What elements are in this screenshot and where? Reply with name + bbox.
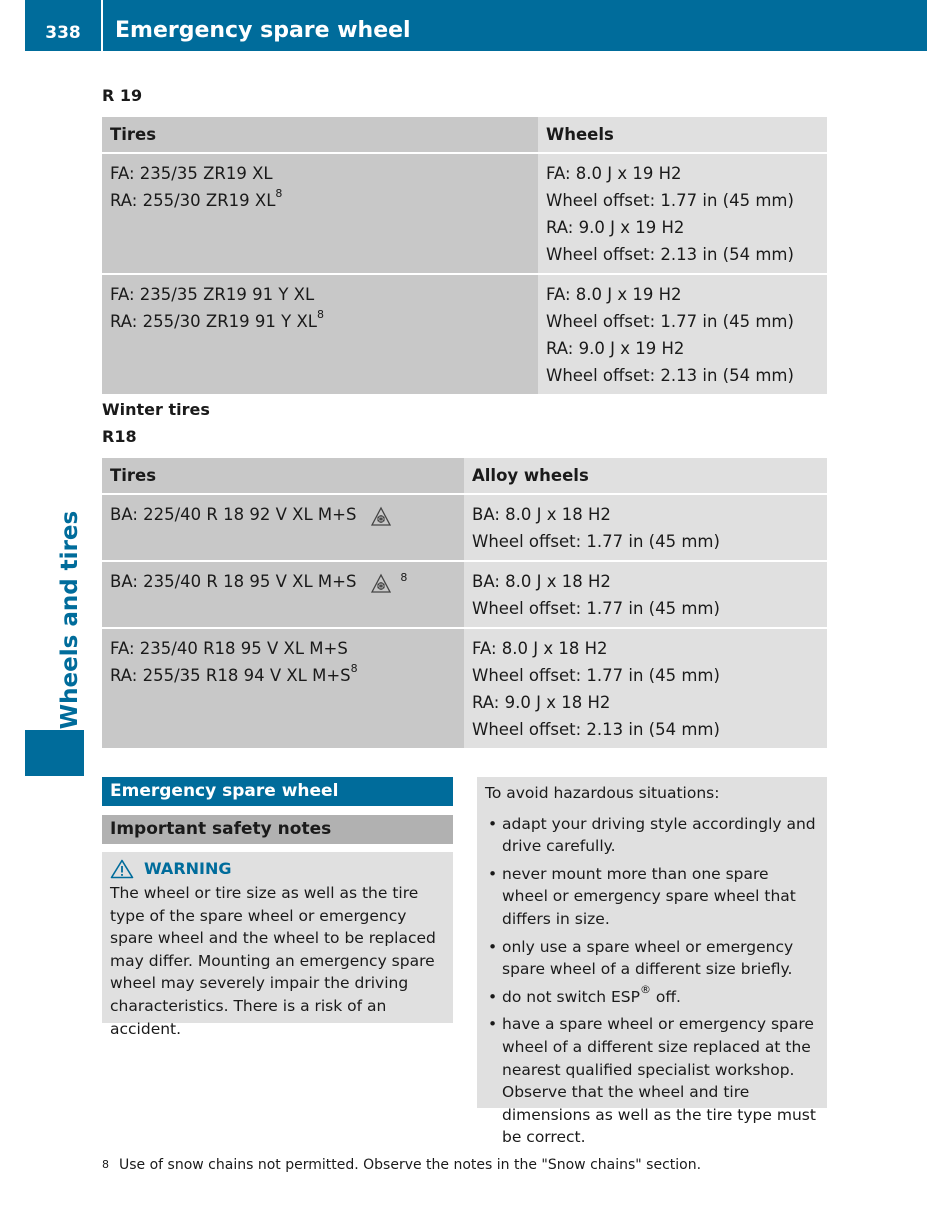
list-item: • only use a spare wheel or emergency spare wheel of a different size briefly. (485, 936, 819, 981)
wheel-spec: BA: 8.0 J x 18 H2 (472, 572, 611, 591)
wheel-spec: Wheel offset: 1.77 in (45 mm) (472, 599, 720, 618)
footnote-ref: 8 (400, 571, 408, 584)
warning-text: The wheel or tire size as well as the tire type of the spare wheel or emergency spare wheel and the wheel to be replaced may differ. Mounting an emergency spare wheel may severely impair the driving characteristics. There is a risk of an accident. (110, 884, 436, 1038)
footnote-ref: 8 (350, 661, 358, 675)
side-tab-marker (25, 730, 84, 776)
tires-cell (102, 494, 464, 561)
hazard-instructions-box (477, 777, 827, 1147)
esp-text: do not switch ESP (502, 987, 640, 1006)
footnote-ref: 8 (316, 307, 324, 321)
column-header: Tires (102, 458, 464, 494)
list-item: • have a spare wheel or emergency spare wheel of a different size replaced at the nearest qualified specialist workshop. Observe that the wheel and tire dimensions as well as the tire type must be correct. (485, 1013, 819, 1149)
warning-header (110, 856, 445, 882)
warning-triangle-icon (110, 859, 134, 879)
tire-spec: RA: 255/30 ZR19 91 Y XL (110, 312, 317, 331)
tire-spec: FA: 235/40 R18 95 V XL M+S (110, 639, 348, 658)
page-number: 338 (25, 0, 103, 51)
registered-mark: ® (639, 982, 651, 996)
tires-cell (102, 274, 538, 394)
tire-spec: RA: 255/30 ZR19 XL (110, 191, 276, 210)
list-item: • never mount more than one spare wheel or emergency spare wheel that differs in size. (485, 863, 819, 931)
table-row (102, 628, 827, 748)
wheel-spec: Wheel offset: 1.77 in (45 mm) (472, 666, 720, 685)
footnote-text: Use of snow chains not permitted. Observe the notes in the "Snow chains" section. (119, 1157, 702, 1173)
table-row (102, 274, 827, 394)
footnote (102, 1157, 701, 1173)
table-header-row (102, 458, 827, 494)
r19-table (102, 117, 827, 394)
list-item (485, 982, 819, 1009)
column-header: Alloy wheels (464, 458, 827, 494)
wheel-spec: Wheel offset: 2.13 in (54 mm) (472, 720, 720, 739)
page-header (25, 0, 927, 51)
wheel-spec: FA: 8.0 J x 19 H2 (546, 285, 682, 304)
column-header: Wheels (538, 117, 827, 153)
wheel-spec: FA: 8.0 J x 18 H2 (472, 639, 608, 658)
wheel-spec: BA: 8.0 J x 18 H2 (472, 505, 611, 524)
wheels-cell (464, 561, 827, 628)
subsection-title: Important safety notes (102, 815, 453, 844)
wheels-cell (464, 628, 827, 748)
snowflake-mountain-icon (370, 505, 392, 527)
list-item: • adapt your driving style accordingly and drive carefully. (485, 813, 819, 858)
tire-spec: FA: 235/35 ZR19 91 Y XL (110, 285, 315, 304)
tire-spec: RA: 255/35 R18 94 V XL M+S (110, 666, 351, 685)
table-row (102, 494, 827, 561)
wheel-spec: Wheel offset: 1.77 in (45 mm) (472, 532, 720, 551)
section-title: Emergency spare wheel (102, 777, 453, 806)
column-header: Tires (102, 117, 538, 153)
warning-label: WARNING (144, 859, 232, 878)
side-tab-label: Wheels and tires (57, 510, 83, 730)
wheels-cell (538, 153, 827, 274)
wheels-cell (464, 494, 827, 561)
wheels-cell (538, 274, 827, 394)
footnote-number: 8 (102, 1158, 109, 1171)
winter-heading: Winter tires (102, 400, 210, 419)
tire-spec: FA: 235/35 ZR19 XL (110, 164, 273, 183)
wheel-spec: FA: 8.0 J x 19 H2 (546, 164, 682, 183)
wheel-spec: Wheel offset: 1.77 in (45 mm) (546, 312, 794, 331)
tires-cell (102, 628, 464, 748)
page-title: Emergency spare wheel (115, 18, 411, 43)
tires-cell (102, 153, 538, 274)
warning-box (102, 852, 453, 1038)
wheel-spec: RA: 9.0 J x 19 H2 (546, 339, 685, 358)
r18-heading: R18 (102, 427, 137, 446)
wheel-spec: Wheel offset: 2.13 in (54 mm) (546, 245, 794, 264)
r19-heading: R 19 (102, 86, 143, 105)
esp-suffix: off. (650, 987, 681, 1006)
wheel-spec: Wheel offset: 2.13 in (54 mm) (546, 366, 794, 385)
wheel-spec: RA: 9.0 J x 18 H2 (472, 693, 611, 712)
winter-table (102, 458, 827, 748)
tires-cell (102, 561, 464, 628)
wheel-spec: RA: 9.0 J x 19 H2 (546, 218, 685, 237)
tire-spec: BA: 235/40 R 18 95 V XL M+S (110, 572, 357, 591)
tire-spec: BA: 225/40 R 18 92 V XL M+S (110, 505, 357, 524)
table-header-row (102, 117, 827, 153)
table-row (102, 153, 827, 274)
instructions-list (485, 813, 819, 1149)
wheel-spec: Wheel offset: 1.77 in (45 mm) (546, 191, 794, 210)
snowflake-mountain-icon (370, 572, 392, 594)
footnote-ref: 8 (275, 186, 283, 200)
table-row (102, 561, 827, 628)
instructions-intro: To avoid hazardous situations: (485, 784, 720, 802)
